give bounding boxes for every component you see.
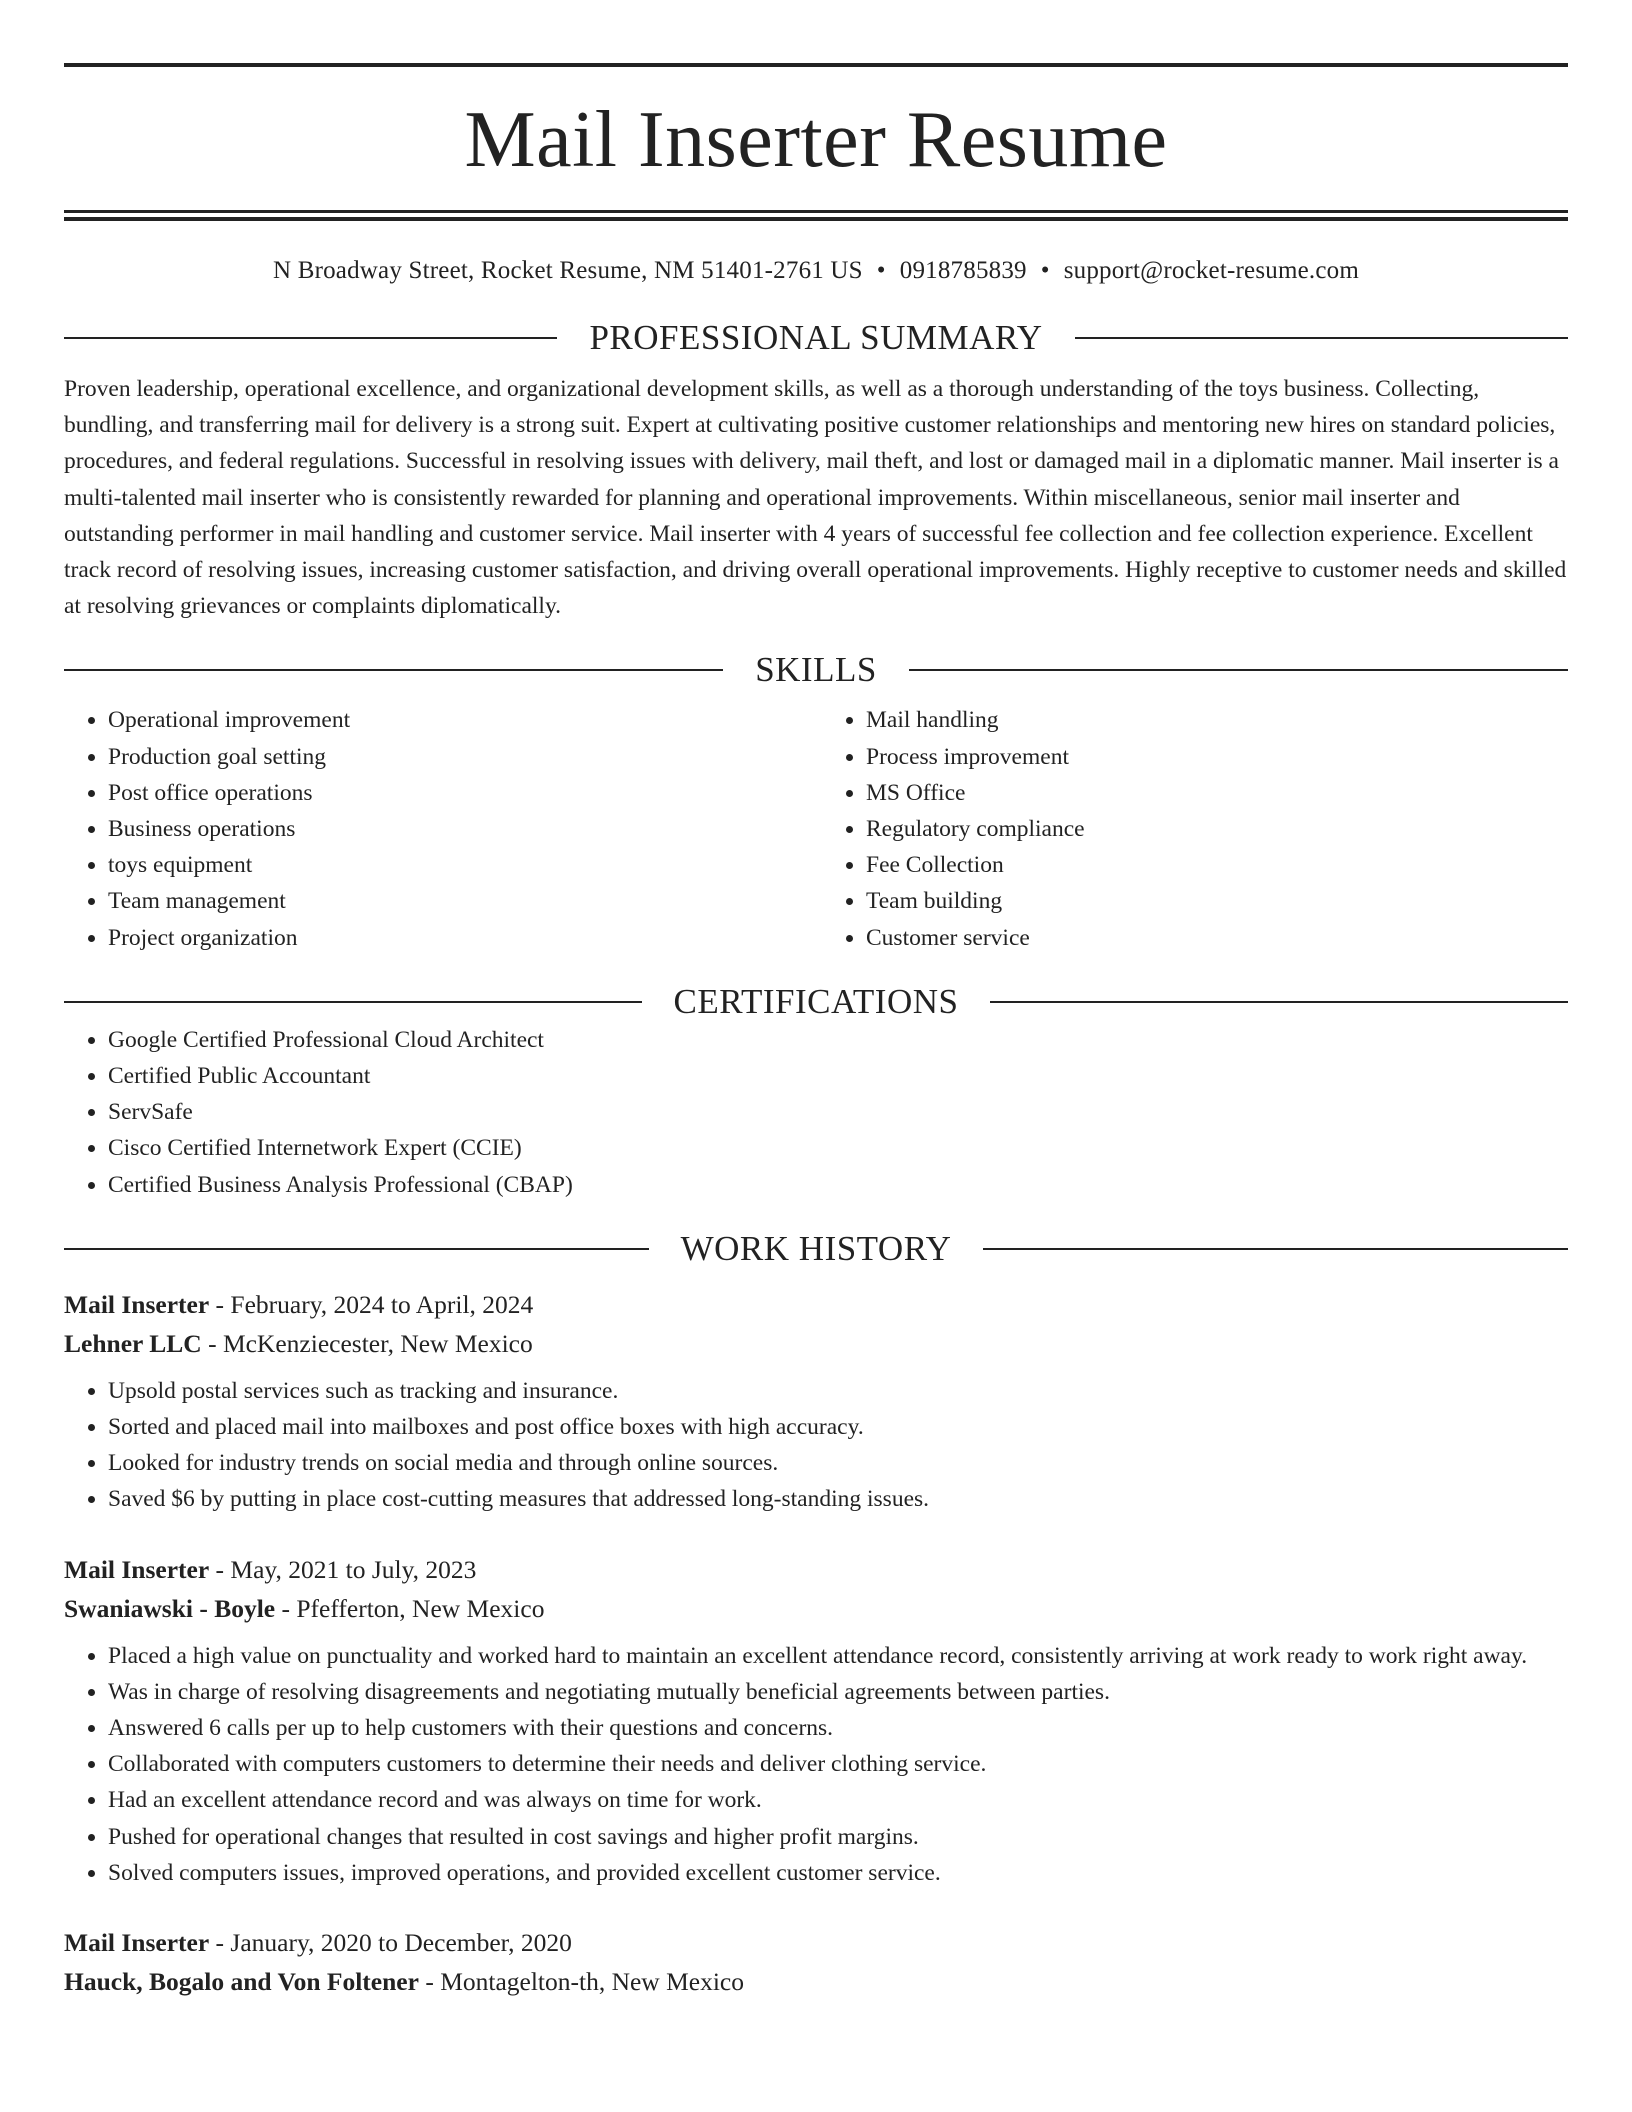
skills-list-right	[810, 702, 1568, 955]
certifications-list	[64, 1022, 1568, 1203]
job-bullet: • Was in charge of resolving disagreements and negotiating mutually beneficial agreements between parties.	[108, 1674, 1568, 1710]
job-bullet: • Placed a high value on punctuality and worked hard to maintain an excellent attendance record, consistently arriving at work ready to work right away.	[108, 1638, 1568, 1674]
job-location: Pfefferton, New Mexico	[296, 1593, 545, 1623]
job-dash: -	[215, 1928, 225, 1958]
skill-item: • Mail handling	[866, 702, 1568, 738]
skills-section-header	[64, 650, 1568, 690]
skill-item: • Project organization	[108, 920, 810, 956]
skill-item: • MS Office	[866, 775, 1568, 811]
job-dates: May, 2021 to July, 2023	[230, 1554, 477, 1584]
summary-section-header	[64, 318, 1568, 358]
skills-list-left	[64, 702, 810, 955]
job-company-line	[64, 1589, 1568, 1628]
contact-line	[64, 256, 1568, 286]
work-history-heading: WORK HISTORY	[680, 1228, 952, 1268]
resume-title: Mail Inserter Resume	[464, 96, 1168, 184]
title-double-rule	[64, 210, 1568, 221]
job-company: Hauck, Bogalo and Von Foltener	[64, 1967, 419, 1997]
skill-item: • Regulatory compliance	[866, 811, 1568, 847]
job-dash: -	[215, 1554, 225, 1584]
certifications-heading: CERTIFICATIONS	[673, 981, 959, 1021]
certification-item: • Certified Public Accountant	[108, 1058, 1568, 1094]
certifications-section-header	[64, 982, 1568, 1022]
skill-item: • Process improvement	[866, 739, 1568, 775]
skill-item: • Operational improvement	[108, 702, 810, 738]
job-bullet: • Saved $6 by putting in place cost-cutting measures that addressed long-standing issues.	[108, 1481, 1568, 1517]
job-title-line	[64, 1285, 1568, 1324]
job-dates: January, 2020 to December, 2020	[230, 1928, 572, 1958]
job-dash: -	[425, 1967, 434, 1997]
job-location: McKenziecester, New Mexico	[222, 1328, 533, 1358]
job-company-line	[64, 1324, 1568, 1363]
job-company: Swaniawski - Boyle	[64, 1593, 276, 1623]
section-rule-right	[1075, 337, 1568, 339]
certification-item: • ServSafe	[108, 1094, 1568, 1130]
section-rule-left	[64, 1248, 649, 1250]
job-location: Montagelton-th, New Mexico	[440, 1967, 744, 1997]
resume-page	[64, 0, 1568, 2001]
section-rule-right	[983, 1248, 1568, 1250]
job-bullet: • Had an excellent attendance record and was always on time for work.	[108, 1782, 1568, 1818]
job-entry	[64, 1923, 1568, 2001]
job-entry	[64, 1285, 1568, 1518]
job-title-line	[64, 1923, 1568, 1962]
job-bullet: • Answered 6 calls per up to help customers with their questions and concerns.	[108, 1710, 1568, 1746]
job-bullet: • Collaborated with computers customers to determine their needs and deliver clothing service.	[108, 1746, 1568, 1782]
job-dash: -	[281, 1593, 290, 1623]
job-bullets	[64, 1373, 1568, 1518]
summary-text: Proven leadership, operational excellence, and organizational development skills, as well as a thorough understanding of the toys business. Collecting, bundling, and transferring mail for delivery is a strong suit. Expert at cultivating positive customer relationships and mentoring new hires on standard policies, procedures, and federal regulations. Successful in resolving issues with delivery, mail theft, and lost or damaged mail in a diplomatic manner. Mail inserter is a multi-talented mail inserter who is consistently rewarded for planning and operational improvements. Within miscellaneous, senior mail inserter and outstanding performer in mail handling and customer service. Mail inserter with 4 years of successful fee collection and fee collection experience. Excellent track record of resolving issues, increasing customer satisfaction, and driving overall operational improvements. Highly receptive to customer needs and skilled at resolving grievances or complaints diplomatically.	[64, 376, 1567, 620]
skills-columns	[64, 702, 1568, 955]
skill-item: • Business operations	[108, 811, 810, 847]
job-title-line	[64, 1550, 1568, 1589]
job-title: Mail Inserter	[64, 1928, 210, 1958]
certification-item: • Cisco Certified Internetwork Expert (CCIE)	[108, 1130, 1568, 1166]
job-dates: February, 2024 to April, 2024	[230, 1289, 534, 1319]
skill-item: • Customer service	[866, 920, 1568, 956]
contact-address: N Broadway Street, Rocket Resume, NM 51401-2761 US	[273, 257, 863, 284]
skill-item: • Team building	[866, 883, 1568, 919]
section-rule-left	[64, 337, 557, 339]
skill-item: • Post office operations	[108, 775, 810, 811]
job-bullets	[64, 1638, 1568, 1891]
certification-item: • Google Certified Professional Cloud Architect	[108, 1022, 1568, 1058]
contact-separator: •	[1040, 257, 1050, 284]
contact-separator: •	[876, 257, 886, 284]
section-rule-left	[64, 669, 723, 671]
job-bullet: • Pushed for operational changes that resulted in cost savings and higher profit margins.	[108, 1819, 1568, 1855]
certification-item: • Certified Business Analysis Professional (CBAP)	[108, 1167, 1568, 1203]
job-company: Lehner LLC	[64, 1328, 202, 1358]
summary-heading: PROFESSIONAL SUMMARY	[589, 318, 1043, 357]
skills-heading: SKILLS	[755, 650, 877, 690]
job-bullet: • Sorted and placed mail into mailboxes and post office boxes with high accuracy.	[108, 1409, 1568, 1445]
section-rule-right	[909, 669, 1568, 671]
top-rule	[64, 63, 1568, 67]
job-title: Mail Inserter	[64, 1554, 210, 1584]
skill-item: • toys equipment	[108, 847, 810, 883]
job-entry	[64, 1550, 1568, 1891]
job-bullet: • Upsold postal services such as tracking and insurance.	[108, 1373, 1568, 1409]
contact-phone[interactable]: 0918785839	[899, 257, 1027, 284]
skill-item: • Production goal setting	[108, 739, 810, 775]
work-history-section-header	[64, 1229, 1568, 1269]
section-rule-left	[64, 1001, 642, 1003]
job-dash: -	[208, 1328, 217, 1358]
job-dash: -	[215, 1289, 225, 1319]
job-title: Mail Inserter	[64, 1289, 210, 1319]
skill-item: • Team management	[108, 883, 810, 919]
contact-email[interactable]: support@rocket-resume.com	[1063, 257, 1359, 284]
section-rule-right	[990, 1001, 1568, 1003]
job-company-line	[64, 1962, 1568, 2001]
job-bullet: • Solved computers issues, improved operations, and provided excellent customer service.	[108, 1855, 1568, 1891]
job-bullet: • Looked for industry trends on social media and through online sources.	[108, 1445, 1568, 1481]
skill-item: • Fee Collection	[866, 847, 1568, 883]
